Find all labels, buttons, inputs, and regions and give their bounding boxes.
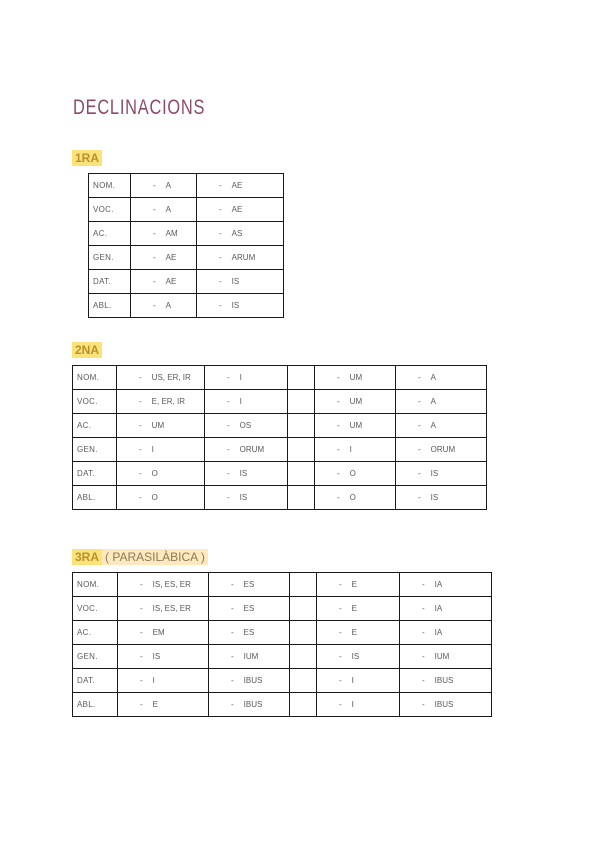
ending-text: O [151,469,158,478]
dash-mark: - [422,628,425,637]
ending-cell [197,246,284,270]
ending-cell [117,486,205,510]
case-label: GEN. [89,246,131,270]
table-row [89,294,284,318]
table-row [73,573,492,597]
dash-mark: - [140,604,143,613]
ending-cell [131,246,197,270]
ending-cell [209,621,290,645]
case-label: VOC. [73,597,118,621]
dash-mark: - [337,397,340,406]
table-row [73,645,492,669]
dash-mark: - [227,397,230,406]
dash-mark: - [422,676,425,685]
dash-mark: - [227,373,230,382]
ending-cell [317,597,400,621]
ending-cell [197,222,284,246]
ending-cell [396,414,487,438]
dash-mark: - [422,700,425,709]
dash-mark: - [139,445,142,454]
ending-text: AM [165,229,178,238]
dash-mark: - [422,604,425,613]
dash-mark: - [219,277,222,286]
ending-cell [396,366,487,390]
ending-text: E, ER, IR [151,397,186,406]
ending-text: IS [239,469,248,478]
ending-cell [209,669,290,693]
dash-mark: - [231,700,234,709]
dash-mark: - [231,652,234,661]
ending-cell [205,366,288,390]
ending-text: IUM [434,652,450,661]
ending-cell [131,174,197,198]
ending-text: A [165,181,172,190]
ending-text: IS [430,493,439,502]
ending-cell [315,414,396,438]
case-label: ABL. [73,693,118,717]
ending-text: IBUS [434,676,454,685]
ending-text: O [349,469,356,478]
ending-text: IA [434,604,443,613]
ending-text: IBUS [243,676,263,685]
ending-text: E [152,700,159,709]
dash-mark: - [140,628,143,637]
ending-cell [131,222,197,246]
ending-text: IS, ES, ER [152,580,191,589]
ending-text: A [165,205,172,214]
ending-text: O [151,493,158,502]
dash-mark: - [231,676,234,685]
ending-cell [197,198,284,222]
spacer-cell [290,669,317,693]
ending-text: IA [434,580,443,589]
dash-mark: - [153,253,156,262]
ending-text: E [351,628,358,637]
ending-text: I [239,373,242,382]
ending-text: I [239,397,242,406]
dash-mark: - [418,397,421,406]
ending-text: E [351,604,358,613]
case-label: ABL. [89,294,131,318]
dash-mark: - [422,580,425,589]
ending-cell [315,366,396,390]
ending-text: IS [231,301,240,310]
dash-mark: - [153,205,156,214]
ending-text: AS [231,229,243,238]
ending-cell [118,693,209,717]
dash-mark: - [339,628,342,637]
ending-text: E [351,580,358,589]
dash-mark: - [219,253,222,262]
ending-cell [131,294,197,318]
ending-cell [118,669,209,693]
ending-text: O [349,493,356,502]
ending-text: OS [239,421,252,430]
ending-cell [209,597,290,621]
ending-cell [117,438,205,462]
table-row [89,174,284,198]
case-label: DAT. [89,270,131,294]
table-row [73,438,487,462]
section-sublabel: ( PARASILÀBICA ) [102,549,208,565]
table-row [73,390,487,414]
section-label-3ra [72,550,208,564]
dash-mark: - [337,469,340,478]
case-label: AC. [89,222,131,246]
table-row [73,669,492,693]
dash-mark: - [139,397,142,406]
dash-mark: - [139,493,142,502]
ending-text: I [351,700,354,709]
ending-cell [396,462,487,486]
ending-cell [209,693,290,717]
spacer-cell [290,573,317,597]
spacer-cell [290,621,317,645]
table-row [73,597,492,621]
ending-text: A [430,421,437,430]
ending-text: AE [165,253,177,262]
dash-mark: - [139,373,142,382]
ending-text: IA [434,628,443,637]
dash-mark: - [227,445,230,454]
ending-text: UM [151,421,165,430]
ending-cell [317,669,400,693]
dash-mark: - [139,469,142,478]
spacer-cell [288,486,315,510]
ending-text: A [165,301,172,310]
dash-mark: - [219,181,222,190]
case-label: VOC. [89,198,131,222]
dash-mark: - [153,301,156,310]
dash-mark: - [219,205,222,214]
ending-text: US, ER, IR [151,373,191,382]
case-label: GEN. [73,645,118,669]
declension-table-3ra [72,572,492,717]
dash-mark: - [418,493,421,502]
dash-mark: - [219,229,222,238]
case-label: AC. [73,621,118,645]
section-label-text: 2NA [72,342,102,358]
ending-text: IS [430,469,439,478]
ending-text: IBUS [243,700,263,709]
ending-cell [131,270,197,294]
ending-cell [117,414,205,438]
page-title: DECLINACIONS [73,96,206,119]
ending-text: ORUM [239,445,265,454]
spacer-cell [290,693,317,717]
spacer-cell [288,438,315,462]
ending-text: I [152,676,155,685]
ending-cell [118,573,209,597]
dash-mark: - [140,652,143,661]
case-label: VOC. [73,390,117,414]
dash-mark: - [339,604,342,613]
case-label: GEN. [73,438,117,462]
ending-text: A [430,397,437,406]
dash-mark: - [231,628,234,637]
declension-table-2na [72,365,487,510]
section-label-text: 3RA [72,549,102,565]
dash-mark: - [339,580,342,589]
table-row [89,198,284,222]
table-row [89,270,284,294]
ending-text: UM [349,421,363,430]
spacer-cell [290,645,317,669]
case-label: NOM. [73,366,117,390]
case-label: AC. [73,414,117,438]
dash-mark: - [418,373,421,382]
ending-cell [317,573,400,597]
ending-text: UM [349,373,363,382]
dash-mark: - [339,700,342,709]
ending-cell [400,669,492,693]
dash-mark: - [337,373,340,382]
ending-cell [396,438,487,462]
ending-text: ARUM [231,253,256,262]
ending-text: UM [349,397,363,406]
spacer-cell [288,366,315,390]
ending-cell [205,414,288,438]
spacer-cell [288,414,315,438]
ending-cell [197,174,284,198]
ending-cell [396,390,487,414]
case-label: NOM. [73,573,118,597]
dash-mark: - [337,445,340,454]
ending-cell [317,645,400,669]
ending-cell [209,573,290,597]
dash-mark: - [339,652,342,661]
ending-text: IS, ES, ER [152,604,191,613]
ending-cell [205,462,288,486]
ending-text: AE [165,277,177,286]
ending-cell [205,486,288,510]
dash-mark: - [140,700,143,709]
ending-cell [400,621,492,645]
ending-text: IS [152,652,161,661]
dash-mark: - [418,445,421,454]
ending-cell [315,462,396,486]
table-row [73,414,487,438]
dash-mark: - [418,421,421,430]
dash-mark: - [140,580,143,589]
ending-text: A [430,373,437,382]
ending-text: I [351,676,354,685]
ending-cell [315,390,396,414]
section-label-2na [72,343,102,357]
table-row [73,621,492,645]
dash-mark: - [153,277,156,286]
dash-mark: - [337,421,340,430]
dash-mark: - [231,604,234,613]
ending-cell [205,438,288,462]
ending-cell [400,573,492,597]
ending-cell [118,597,209,621]
ending-text: ES [243,604,255,613]
dash-mark: - [140,676,143,685]
declension-table-1ra [88,173,284,318]
ending-cell [400,597,492,621]
ending-cell [131,198,197,222]
dash-mark: - [337,493,340,502]
dash-mark: - [422,652,425,661]
ending-cell [117,462,205,486]
ending-cell [118,645,209,669]
table-row [73,366,487,390]
ending-text: ES [243,628,255,637]
case-label: NOM. [89,174,131,198]
ending-cell [117,390,205,414]
dash-mark: - [227,469,230,478]
ending-cell [197,294,284,318]
table-row [73,462,487,486]
dash-mark: - [231,580,234,589]
ending-cell [317,693,400,717]
ending-cell [396,486,487,510]
ending-text: IS [351,652,360,661]
ending-text: EM [152,628,165,637]
ending-cell [400,693,492,717]
spacer-cell [290,597,317,621]
ending-cell [118,621,209,645]
table-row [89,246,284,270]
dash-mark: - [153,229,156,238]
ending-text: AE [231,205,243,214]
ending-cell [315,438,396,462]
section-label-1ra [72,151,102,165]
ending-cell [205,390,288,414]
ending-cell [317,621,400,645]
case-label: ABL. [73,486,117,510]
table-row [73,693,492,717]
dash-mark: - [339,676,342,685]
ending-text: I [151,445,154,454]
dash-mark: - [219,301,222,310]
table-row [89,222,284,246]
ending-cell [315,486,396,510]
case-label: DAT. [73,462,117,486]
ending-cell [117,366,205,390]
dash-mark: - [227,421,230,430]
section-label-text: 1RA [72,150,102,166]
ending-text: I [349,445,352,454]
dash-mark: - [139,421,142,430]
table-row [73,486,487,510]
spacer-cell [288,462,315,486]
dash-mark: - [227,493,230,502]
spacer-cell [288,390,315,414]
dash-mark: - [418,469,421,478]
ending-text: AE [231,181,243,190]
ending-cell [400,645,492,669]
ending-text: IS [231,277,240,286]
ending-text: IS [239,493,248,502]
ending-text: IUM [243,652,259,661]
ending-text: ORUM [430,445,456,454]
ending-cell [209,645,290,669]
case-label: DAT. [73,669,118,693]
ending-cell [197,270,284,294]
ending-text: ES [243,580,255,589]
ending-text: IBUS [434,700,454,709]
dash-mark: - [153,181,156,190]
